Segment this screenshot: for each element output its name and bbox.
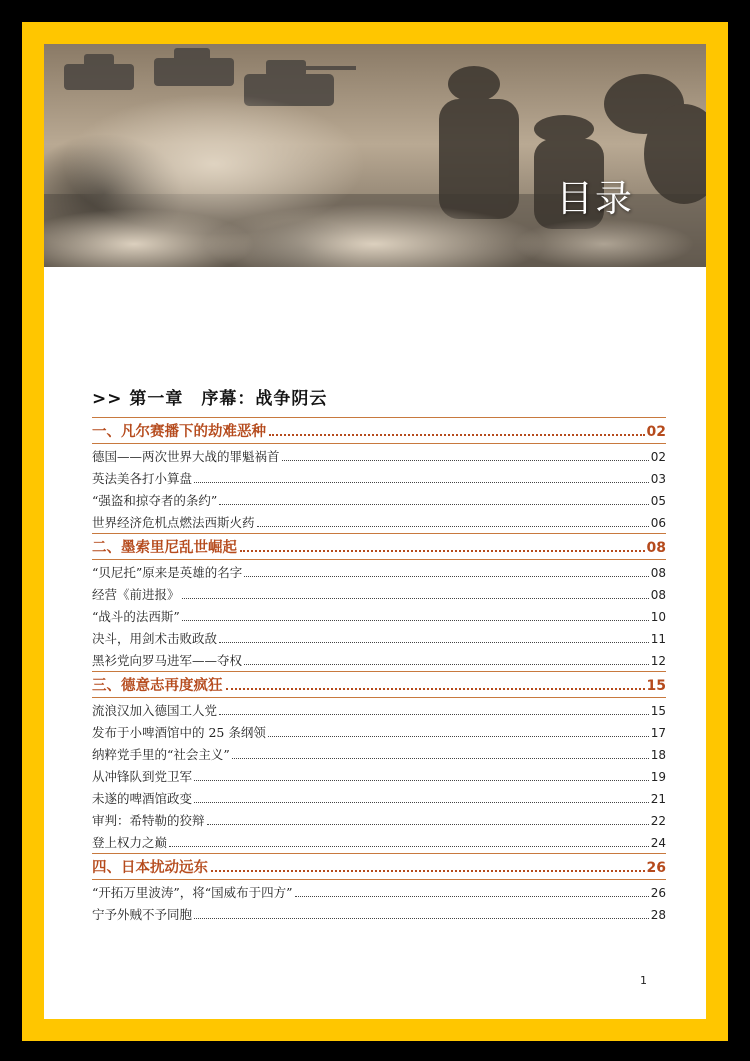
item-title: 经营《前进报》 [92, 587, 180, 602]
item-title: 审判：希特勒的狡辩 [92, 813, 205, 828]
item-title: 德国——两次世界大战的罪魁祸首 [92, 449, 280, 464]
item-title: 未遂的啤酒馆政变 [92, 791, 193, 806]
toc-item[interactable] [92, 786, 666, 808]
toc-item[interactable] [92, 698, 666, 720]
item-page: 17 [650, 726, 666, 740]
toc-item[interactable] [92, 648, 666, 670]
item-title: 发布于小啤酒馆中的 25 条纲领 [92, 725, 266, 740]
dot-leader [182, 598, 649, 599]
item-page: 24 [650, 836, 666, 850]
item-title: “强盗和掠夺者的条约” [92, 493, 218, 508]
item-page: 18 [650, 748, 666, 762]
toc-item[interactable] [92, 582, 666, 604]
toc-section[interactable] [92, 853, 666, 878]
item-title: “战斗的法西斯” [92, 609, 180, 624]
section-page: 02 [646, 424, 666, 440]
item-title: 世界经济危机点燃法西斯火药 [92, 515, 255, 530]
dot-leader [268, 736, 649, 737]
dot-leader [194, 482, 649, 483]
item-page: 26 [650, 886, 666, 900]
toc-item[interactable] [92, 626, 666, 648]
item-page: 08 [650, 566, 666, 580]
item-page: 03 [650, 472, 666, 486]
item-page: 05 [650, 494, 666, 508]
toc-item[interactable] [92, 742, 666, 764]
toc-item[interactable] [92, 604, 666, 626]
page-title: 目录 [556, 177, 634, 220]
item-page: 06 [650, 516, 666, 530]
item-title: 纳粹党手里的“社会主义” [92, 747, 230, 762]
toc-item[interactable] [92, 830, 666, 852]
toc-section[interactable] [92, 533, 666, 558]
item-page: 22 [650, 814, 666, 828]
battlefield-photo [44, 44, 706, 267]
page-number: 1 [640, 974, 647, 987]
dot-leader [211, 870, 645, 872]
item-title: 宁予外贼不予同胞 [92, 907, 193, 922]
item-page: 21 [650, 792, 666, 806]
section-title: 四、日本扰动远东 [92, 859, 208, 876]
toc-item[interactable] [92, 488, 666, 510]
chapter-heading: >> 第一章 序幕：战争阴云 [92, 389, 328, 409]
item-page: 12 [650, 654, 666, 668]
dot-leader [232, 758, 649, 759]
table-of-contents [92, 416, 666, 924]
item-title: 英法美各打小算盘 [92, 471, 193, 486]
item-title: 流浪汉加入德国工人党 [92, 703, 218, 718]
toc-item[interactable] [92, 902, 666, 924]
dot-leader [194, 780, 649, 781]
section-title: 一、凡尔赛播下的劫难恶种 [92, 423, 266, 440]
dot-leader [194, 918, 649, 919]
item-title: 决斗，用剑术击败政敌 [92, 631, 218, 646]
toc-item[interactable] [92, 764, 666, 786]
section-page: 08 [646, 540, 666, 556]
section-page: 26 [646, 860, 666, 876]
item-title: 登上权力之巅 [92, 835, 168, 850]
dot-leader [219, 504, 648, 505]
dot-leader [207, 824, 649, 825]
item-page: 15 [650, 704, 666, 718]
section-title: 三、德意志再度疯狂 [92, 677, 223, 694]
toc-section[interactable] [92, 671, 666, 696]
toc-item[interactable] [92, 510, 666, 532]
item-page: 02 [650, 450, 666, 464]
section-title: 二、墨索里尼乱世崛起 [92, 539, 237, 556]
item-page: 08 [650, 588, 666, 602]
dot-leader [169, 846, 649, 847]
dot-leader [295, 896, 649, 897]
item-title: “开拓万里波涛”，将“国威布于四方” [92, 885, 293, 900]
dot-leader [257, 526, 649, 527]
dot-leader [226, 688, 645, 690]
item-title: 黑衫党向罗马进军——夺权 [92, 653, 243, 668]
dot-leader [240, 550, 645, 552]
toc-item[interactable] [92, 444, 666, 466]
toc-item[interactable] [92, 720, 666, 742]
section-page: 15 [646, 678, 666, 694]
item-page: 28 [650, 908, 666, 922]
toc-item[interactable] [92, 808, 666, 830]
banner-image [44, 44, 706, 267]
dot-leader [194, 802, 649, 803]
dot-leader [182, 620, 649, 621]
dot-leader [244, 576, 648, 577]
toc-item[interactable] [92, 560, 666, 582]
item-page: 11 [650, 632, 666, 646]
toc-section[interactable] [92, 417, 666, 442]
dot-leader [219, 714, 649, 715]
toc-item[interactable] [92, 466, 666, 488]
toc-page [44, 44, 706, 1019]
item-page: 10 [650, 610, 666, 624]
dot-leader [244, 664, 649, 665]
dot-leader [219, 642, 649, 643]
item-page: 19 [650, 770, 666, 784]
item-title: “贝尼托”原来是英雄的名字 [92, 565, 243, 580]
item-title: 从冲锋队到党卫军 [92, 769, 193, 784]
toc-item[interactable] [92, 880, 666, 902]
dot-leader [269, 434, 645, 436]
dot-leader [282, 460, 649, 461]
